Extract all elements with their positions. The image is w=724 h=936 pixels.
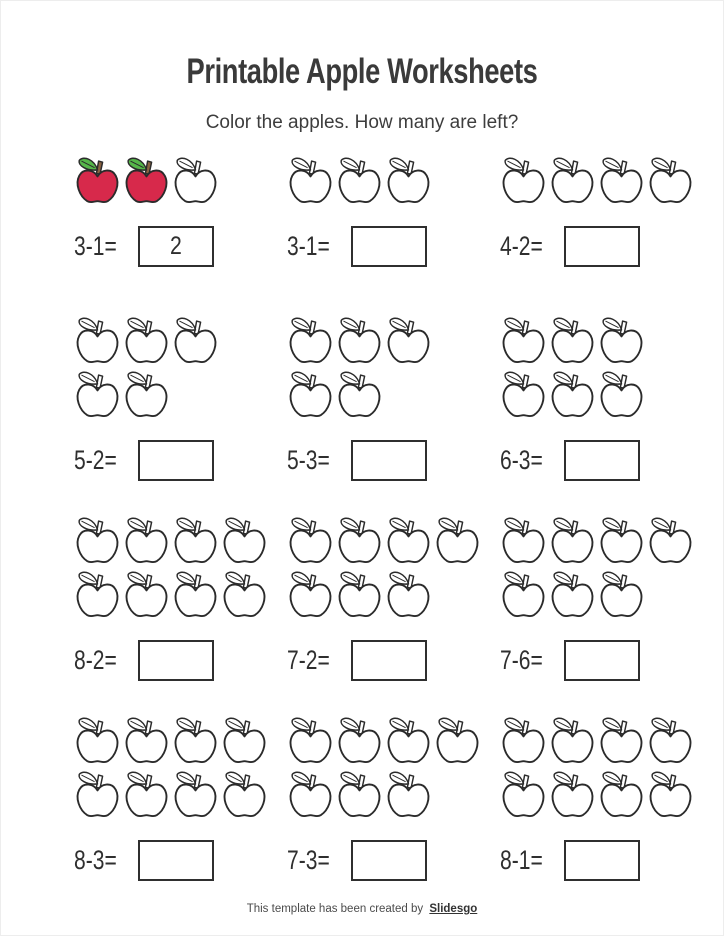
- answer-box[interactable]: [564, 640, 640, 681]
- problem-cell: [273, 156, 486, 267]
- apple-group: [500, 156, 699, 207]
- apple-row: [500, 156, 699, 207]
- apple-icon-outline[interactable]: [598, 316, 645, 367]
- apple-icon-colored[interactable]: [123, 156, 170, 207]
- apple-icon-outline[interactable]: [123, 516, 170, 567]
- equation-label: 8-1=: [500, 844, 543, 875]
- problem-cell: [486, 316, 699, 481]
- apple-icon-outline[interactable]: [598, 570, 645, 621]
- equation-row: [500, 225, 699, 267]
- apple-group: [74, 716, 273, 821]
- apple-icon-outline[interactable]: [385, 516, 432, 567]
- footer-brand-link[interactable]: Slidesgo: [429, 903, 478, 915]
- apple-icon-outline[interactable]: [123, 770, 170, 821]
- apple-icon-outline[interactable]: [74, 316, 121, 367]
- equation-row: [74, 439, 273, 481]
- equation-label: 5-3=: [287, 444, 330, 475]
- answer-box[interactable]: [138, 640, 214, 681]
- apple-icon-outline[interactable]: [598, 156, 645, 207]
- apple-icon-outline[interactable]: [598, 716, 645, 767]
- apple-row: [287, 156, 486, 207]
- apple-icon-outline[interactable]: [74, 516, 121, 567]
- problem-cell: [60, 156, 273, 267]
- equation-label: 7-2=: [287, 644, 330, 675]
- problem-row-3: [60, 516, 700, 681]
- problem-cell: [273, 716, 486, 881]
- apple-group: [500, 716, 699, 821]
- apple-icon-outline[interactable]: [172, 156, 219, 207]
- apple-icon-outline[interactable]: [172, 570, 219, 621]
- problem-cell: [60, 516, 273, 681]
- apple-icon-outline[interactable]: [123, 370, 170, 421]
- apple-group: [287, 316, 486, 421]
- equation-label: 7-6=: [500, 644, 543, 675]
- answer-box[interactable]: [138, 440, 214, 481]
- answer-box[interactable]: [351, 840, 427, 881]
- apple-icon-outline[interactable]: [287, 156, 334, 207]
- apple-icon-outline[interactable]: [172, 716, 219, 767]
- apple-icon-outline[interactable]: [500, 770, 547, 821]
- apple-icon-outline[interactable]: [336, 770, 383, 821]
- problem-cell: [60, 716, 273, 881]
- apple-row: [74, 770, 273, 821]
- apple-icon-outline[interactable]: [549, 370, 596, 421]
- apple-icon-outline[interactable]: [123, 570, 170, 621]
- equation-label: 8-2=: [74, 644, 117, 675]
- equation-row: [74, 839, 273, 881]
- apple-icon-outline[interactable]: [74, 716, 121, 767]
- apple-icon-outline[interactable]: [647, 716, 694, 767]
- apple-group: [74, 516, 273, 621]
- apple-icon-outline[interactable]: [74, 570, 121, 621]
- answer-box[interactable]: [351, 440, 427, 481]
- equation-label: 3-1=: [287, 230, 330, 261]
- apple-icon-outline[interactable]: [500, 516, 547, 567]
- apple-icon-outline[interactable]: [647, 770, 694, 821]
- apple-row: [500, 570, 699, 621]
- apple-icon-outline[interactable]: [287, 316, 334, 367]
- apple-row: [74, 716, 273, 767]
- apple-icon-outline[interactable]: [336, 716, 383, 767]
- apple-icon-outline[interactable]: [221, 570, 268, 621]
- apple-icon-outline[interactable]: [434, 716, 481, 767]
- apple-group: [287, 516, 486, 621]
- apple-row: [287, 370, 486, 421]
- apple-group: [500, 516, 699, 621]
- equation-label: 8-3=: [74, 844, 117, 875]
- problem-cell: [60, 316, 273, 481]
- apple-icon-outline[interactable]: [647, 516, 694, 567]
- apple-icon-outline[interactable]: [549, 516, 596, 567]
- apple-row: [500, 316, 699, 367]
- apple-icon-outline[interactable]: [74, 370, 121, 421]
- problem-row-1: [60, 156, 700, 267]
- apple-icon-outline[interactable]: [287, 570, 334, 621]
- apple-icon-outline[interactable]: [500, 570, 547, 621]
- answer-box[interactable]: [564, 440, 640, 481]
- answer-box[interactable]: [564, 226, 640, 267]
- apple-icon-outline[interactable]: [598, 516, 645, 567]
- apple-icon-outline[interactable]: [549, 156, 596, 207]
- apple-icon-outline[interactable]: [172, 770, 219, 821]
- apple-group: [74, 316, 273, 421]
- apple-icon-outline[interactable]: [549, 716, 596, 767]
- apple-icon-outline[interactable]: [434, 516, 481, 567]
- problem-cell: [273, 516, 486, 681]
- equation-row: [74, 225, 273, 267]
- apple-icon-outline[interactable]: [500, 316, 547, 367]
- equation-row: [500, 639, 699, 681]
- answer-box[interactable]: [564, 840, 640, 881]
- apple-icon-outline[interactable]: [385, 770, 432, 821]
- apple-row: [287, 516, 486, 567]
- equation-row: [287, 225, 486, 267]
- apple-icon-outline[interactable]: [385, 316, 432, 367]
- apple-row: [74, 316, 273, 367]
- apple-icon-colored[interactable]: [74, 156, 121, 207]
- apple-icon-outline[interactable]: [336, 570, 383, 621]
- apple-icon-outline[interactable]: [221, 516, 268, 567]
- equation-label: 4-2=: [500, 230, 543, 261]
- equation-row: [287, 639, 486, 681]
- apple-icon-outline[interactable]: [123, 716, 170, 767]
- apple-icon-outline[interactable]: [385, 570, 432, 621]
- apple-row: [74, 370, 273, 421]
- equation-label: 3-1=: [74, 230, 117, 261]
- page-subtitle: Color the apples. How many are left?: [205, 112, 519, 133]
- apple-group: [500, 316, 699, 421]
- apple-icon-outline[interactable]: [221, 770, 268, 821]
- apple-icon-outline[interactable]: [500, 716, 547, 767]
- apple-icon-outline[interactable]: [647, 156, 694, 207]
- apple-row: [500, 516, 699, 567]
- apple-icon-outline[interactable]: [287, 770, 334, 821]
- page-title: Printable Apple Worksheets: [186, 52, 538, 91]
- apple-icon-outline[interactable]: [287, 516, 334, 567]
- apple-icon-outline[interactable]: [500, 156, 547, 207]
- equation-row: [287, 839, 486, 881]
- apple-row: [287, 570, 486, 621]
- answer-box[interactable]: [138, 226, 214, 267]
- problem-row-2: [60, 316, 700, 481]
- apple-row: [74, 516, 273, 567]
- problem-cell: [273, 316, 486, 481]
- apple-icon-outline[interactable]: [287, 716, 334, 767]
- apple-icon-outline[interactable]: [385, 156, 432, 207]
- equation-row: [287, 439, 486, 481]
- apple-icon-outline[interactable]: [549, 770, 596, 821]
- equation-label: 7-3=: [287, 844, 330, 875]
- equation-label: 5-2=: [74, 444, 117, 475]
- equation-row: [500, 839, 699, 881]
- footer-text: This template has been created by: [246, 903, 424, 915]
- apple-icon-outline[interactable]: [385, 716, 432, 767]
- apple-row: [74, 570, 273, 621]
- problem-cell: [486, 156, 699, 267]
- apple-icon-outline[interactable]: [287, 370, 334, 421]
- apple-row: [500, 770, 699, 821]
- answer-value: 2: [170, 231, 182, 260]
- problem-cell: [486, 716, 699, 881]
- equation-row: [500, 439, 699, 481]
- equation-label: 6-3=: [500, 444, 543, 475]
- apple-icon-outline[interactable]: [336, 316, 383, 367]
- problem-cell: [486, 516, 699, 681]
- apple-icon-outline[interactable]: [598, 370, 645, 421]
- apple-row: [74, 156, 273, 207]
- apple-group: [287, 716, 486, 821]
- apple-row: [287, 716, 486, 767]
- apple-icon-outline[interactable]: [74, 770, 121, 821]
- problem-row-4: [60, 716, 700, 881]
- apple-group: [74, 156, 273, 207]
- apple-row: [500, 370, 699, 421]
- apple-row: [500, 716, 699, 767]
- apple-icon-outline[interactable]: [336, 370, 383, 421]
- apple-row: [287, 770, 486, 821]
- answer-box[interactable]: [351, 226, 427, 267]
- apple-icon-outline[interactable]: [172, 516, 219, 567]
- apple-icon-outline[interactable]: [549, 316, 596, 367]
- apple-icon-outline[interactable]: [598, 770, 645, 821]
- apple-icon-outline[interactable]: [336, 156, 383, 207]
- footer-credit: [0, 903, 724, 915]
- answer-box[interactable]: [138, 840, 214, 881]
- apple-icon-outline[interactable]: [549, 570, 596, 621]
- answer-box[interactable]: [351, 640, 427, 681]
- apple-row: [287, 316, 486, 367]
- apple-group: [287, 156, 486, 207]
- apple-icon-outline[interactable]: [336, 516, 383, 567]
- equation-row: [74, 639, 273, 681]
- apple-icon-outline[interactable]: [221, 716, 268, 767]
- apple-icon-outline[interactable]: [172, 316, 219, 367]
- apple-icon-outline[interactable]: [123, 316, 170, 367]
- apple-icon-outline[interactable]: [500, 370, 547, 421]
